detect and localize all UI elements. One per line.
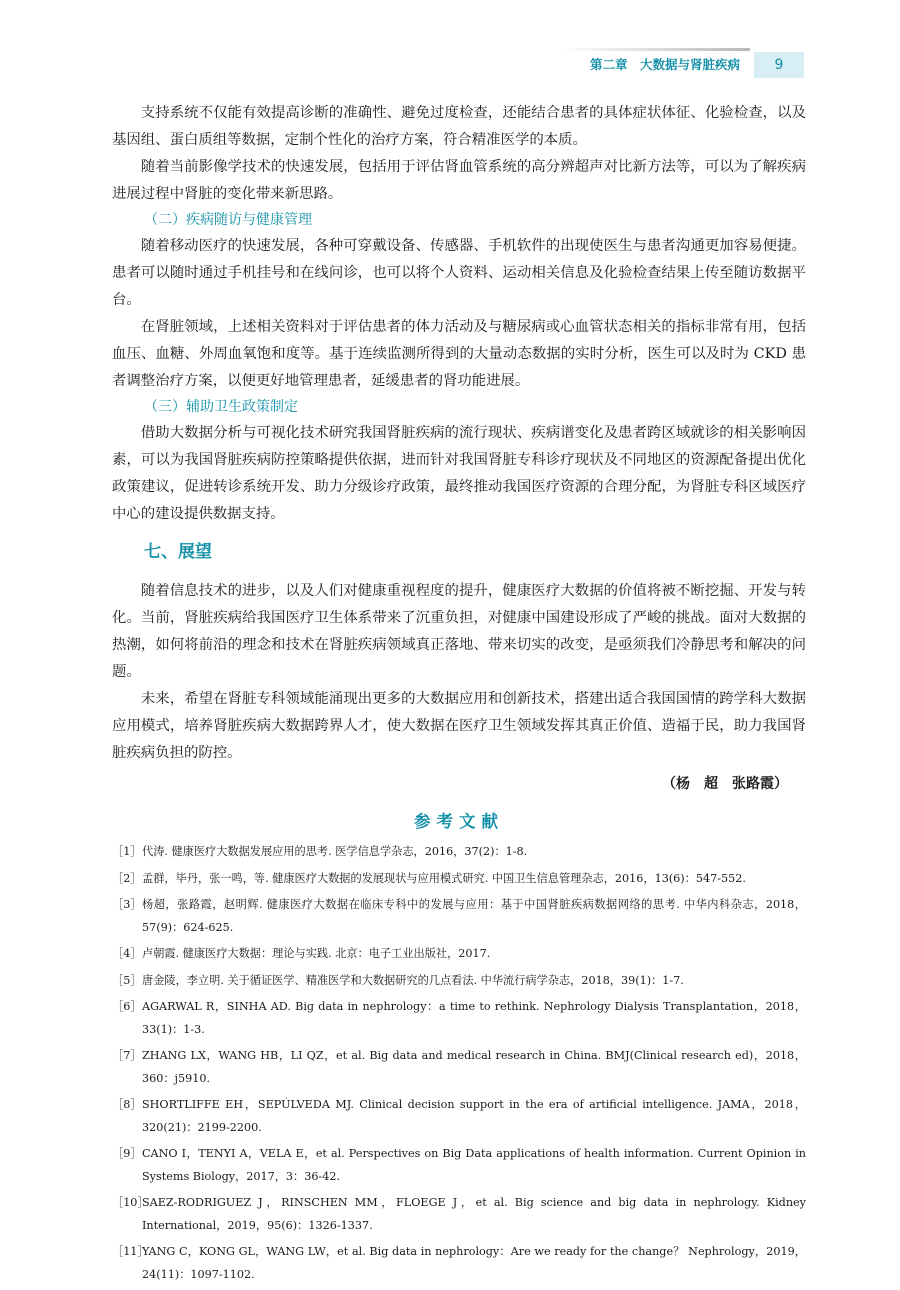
- reference-item: [112, 894, 806, 939]
- reference-number: ［6］: [112, 1000, 142, 1013]
- reference-text: 杨超，张路霞，赵明辉. 健康医疗大数据在临床专科中的发展与应用：基于中国肾脏疾病数据网络的思考. 中华内科杂志，2018，57(9)：624-625.: [142, 898, 806, 934]
- reference-item: [112, 943, 806, 966]
- reference-text: CANO I，TENYI A，VELA E，et al. Perspectives on Big Data applications of health information. Current Opinion in Systems Biology，2017，3：36-42.: [142, 1147, 806, 1183]
- author-line: （杨 超 张路霞）: [662, 776, 788, 792]
- reference-list: [112, 841, 806, 1286]
- reference-number: ［8］: [112, 1098, 142, 1111]
- reference-item: [112, 1045, 806, 1090]
- reference-text: AGARWAL R，SINHA AD. Big data in nephrology：a time to rethink. Nephrology Dialysis Transplantation，2018，33(1)：1-3.: [142, 1000, 806, 1036]
- page-body: [112, 100, 806, 1290]
- reference-item: [112, 996, 806, 1041]
- reference-item: [112, 1143, 806, 1188]
- reference-number: ［2］: [112, 871, 142, 885]
- paragraph-1: 支持系统不仅能有效提高诊断的准确性、避免过度检查，还能结合患者的具体症状体征、化验检查，以及基因组、蛋白质组等数据，定制个性化的治疗方案，符合精准医学的本质。: [112, 105, 806, 148]
- running-header-chapter: 第二章 大数据与肾脏疾病: [590, 57, 741, 72]
- reference-item: [112, 970, 806, 993]
- paragraph-2: 随着当前影像学技术的快速发展，包括用于评估肾血管系统的高分辨超声对比新方法等，可以为了解疾病进展过程中肾脏的变化带来新思路。: [112, 159, 806, 202]
- references-title: 参考文献: [414, 812, 504, 831]
- reference-text: YANG C，KONG GL，WANG LW，et al. Big data in nephrology：Are we ready for the change？ Nephrology，2019，24(11)：1097-1102.: [142, 1245, 806, 1281]
- reference-number: ［5］: [112, 973, 142, 987]
- subheading-follow-up: （二）疾病随访与健康管理: [144, 212, 312, 228]
- reference-number: ［10］: [112, 1196, 149, 1209]
- page-number: 9: [754, 52, 804, 78]
- paragraph-3: 随着移动医疗的快速发展，各种可穿戴设备、传感器、手机软件的出现使医生与患者沟通更加容易便捷。患者可以随时通过手机挂号和在线问诊，也可以将个人资料、运动相关信息及化验检查结果上传至随访数据平台。: [112, 238, 806, 308]
- reference-number: ［3］: [112, 898, 142, 911]
- reference-item: [112, 841, 806, 864]
- reference-text: SHORTLIFFE EH，SEPÚLVEDA MJ. Clinical decision support in the era of artificial intelligence. JAMA，2018，320(21)：2199-2200.: [142, 1098, 806, 1134]
- reference-item: [112, 868, 806, 891]
- reference-text: 孟群，毕丹，张一鸣，等. 健康医疗大数据的发展现状与应用模式研究. 中国卫生信息管理杂志，2016，13(6)：547-552.: [142, 871, 746, 885]
- reference-text: 唐金陵，李立明. 关于循证医学、精准医学和大数据研究的几点看法. 中华流行病学杂志，2018，39(1)：1-7.: [142, 973, 684, 987]
- subheading-policy: （三）辅助卫生政策制定: [144, 399, 298, 415]
- reference-text: 卢朝霞. 健康医疗大数据：理论与实践. 北京：电子工业出版社，2017.: [142, 947, 491, 960]
- paragraph-5: 借助大数据分析与可视化技术研究我国肾脏疾病的流行现状、疾病谱变化及患者跨区域就诊的相关影响因素，可以为我国肾脏疾病防控策略提供依据，进而针对我国肾脏专科诊疗现状及不同地区的资源配备提出优化政策建议，促进转诊系统开发、助力分级诊疗政策，最终推动我国医疗资源的合理分配，为肾脏专科区域医疗中心的建设提供数据支持。: [112, 425, 806, 522]
- paragraph-6: 随着信息技术的进步，以及人们对健康重视程度的提升，健康医疗大数据的价值将被不断挖掘、开发与转化。当前，肾脏疾病给我国医疗卫生体系带来了沉重负担，对健康中国建设形成了严峻的挑战。面对大数据的热潮，如何将前沿的理念和技术在肾脏疾病领域真正落地、带来切实的改变，是亟须我们冷静思考和解决的问题。: [112, 583, 806, 680]
- reference-number: ［11］: [112, 1245, 149, 1258]
- reference-number: ［1］: [112, 845, 142, 858]
- reference-item: [112, 1094, 806, 1139]
- reference-number: ［4］: [112, 947, 142, 960]
- paragraph-4: 在肾脏领域，上述相关资料对于评估患者的体力活动及与糖尿病或心血管状态相关的指标非常有用，包括血压、血糖、外周血氧饱和度等。基于连续监测所得到的大量动态数据的实时分析，医生可以及时为 CKD 患者调整治疗方案，以便更好地管理患者，延缓患者的肾功能进展。: [112, 319, 806, 389]
- reference-number: ［7］: [112, 1049, 142, 1062]
- reference-text: 代涛. 健康医疗大数据发展应用的思考. 医学信息学杂志，2016，37(2)：1-8.: [142, 845, 528, 858]
- reference-item: [112, 1192, 806, 1237]
- reference-text: SAEZ-RODRIGUEZ J，RINSCHEN MM，FLOEGE J，et al. Big science and big data in nephrology. Kidney International，2019，95(6)：1326-1337.: [142, 1196, 806, 1232]
- reference-text: ZHANG LX，WANG HB，LI QZ，et al. Big data and medical research in China. BMJ(Clinical research ed)，2018，360：j5910.: [142, 1049, 806, 1085]
- paragraph-7: 未来，希望在肾脏专科领域能涌现出更多的大数据应用和创新技术，搭建出适合我国国情的跨学科大数据应用模式，培养肾脏疾病大数据跨界人才，使大数据在医疗卫生领域发挥其真正价值、造福于民，助力我国肾脏疾病负担的防控。: [112, 691, 806, 761]
- section-heading-outlook: 七、展望: [144, 542, 212, 562]
- header-rule: [560, 48, 750, 51]
- reference-number: ［9］: [112, 1147, 142, 1160]
- reference-item: [112, 1241, 806, 1286]
